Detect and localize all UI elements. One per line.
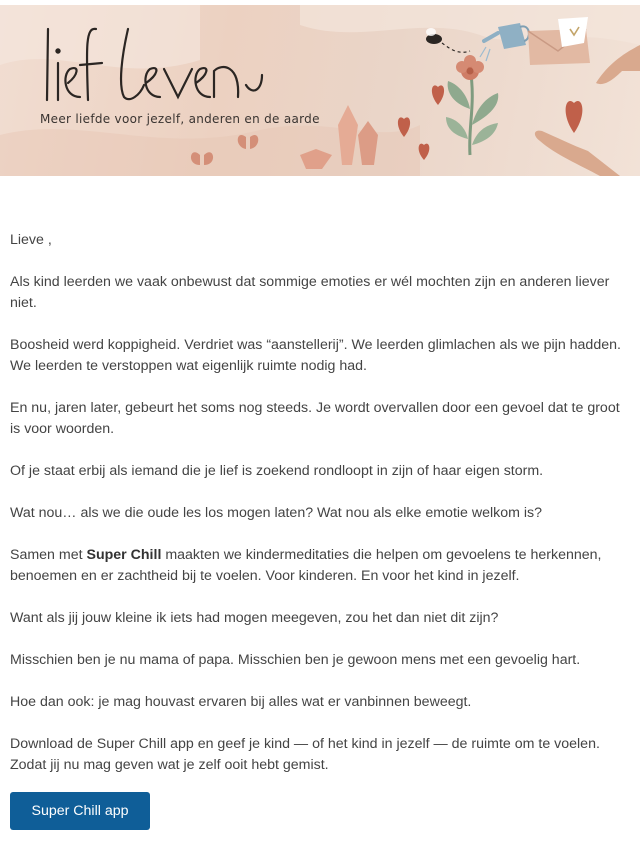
banner-illustration xyxy=(0,5,640,176)
greeting: Lieve , xyxy=(10,232,52,248)
paragraph-3: En nu, jaren later, gebeurt het soms nog steeds. Je wordt overvallen door een gevoel dat te groot is voor woorden. xyxy=(10,400,620,437)
paragraph-7: Want als jij jouw kleine ik iets had mogen meegeven, zou het dan niet dit zijn? xyxy=(10,610,499,626)
paragraph-2: Boosheid werd koppigheid. Verdriet was “aanstellerij”. We leerden glimlachen als we pijn hadden. We leerden te verstoppen wat eigenlijk ruimte nodig had. xyxy=(10,337,621,374)
brand-name-super-chill: Super Chill xyxy=(86,547,162,563)
paragraph-10: Download de Super Chill app en geef je kind — of het kind in jezelf — de ruimte om te voelen. Zodat jij nu mag geven wat je zelf ooit hebt gemist. xyxy=(10,736,600,773)
super-chill-app-button[interactable]: Super Chill app xyxy=(10,792,150,830)
paragraph-6 xyxy=(10,545,632,587)
bee-icon xyxy=(426,28,470,52)
flower-icon xyxy=(446,55,498,155)
paragraph-4: Of je staat erbij als iemand die je lief is zoekend rondloopt in zijn of haar eigen storm. xyxy=(10,463,544,479)
email-body xyxy=(10,230,632,830)
header-banner xyxy=(0,5,640,176)
paragraph-9: Hoe dan ook: je mag houvast ervaren bij alles wat er vanbinnen beweegt. xyxy=(10,694,472,710)
paragraph-8: Misschien ben je nu mama of papa. Misschien ben je gewoon mens met een gevoelig hart. xyxy=(10,652,581,668)
paragraph-6-end: maakten we kindermeditaties die helpen om gevoelens te herkennen, benoemen en er zachtheid bij te voelen. Voor kinderen. En voor het kind in jezelf. xyxy=(10,547,602,584)
paragraph-6-start: Samen met xyxy=(10,547,87,563)
paragraph-1: Als kind leerden we vaak onbewust dat sommige emoties er wél mochten zijn en anderen liever niet. xyxy=(10,274,610,311)
banner-tagline: Meer liefde voor jezelf, anderen en de aarde xyxy=(40,112,320,126)
paragraph-5: Wat nou… als we die oude les los mogen laten? Wat nou als elke emotie welkom is? xyxy=(10,505,543,521)
hand-icons xyxy=(535,45,640,176)
